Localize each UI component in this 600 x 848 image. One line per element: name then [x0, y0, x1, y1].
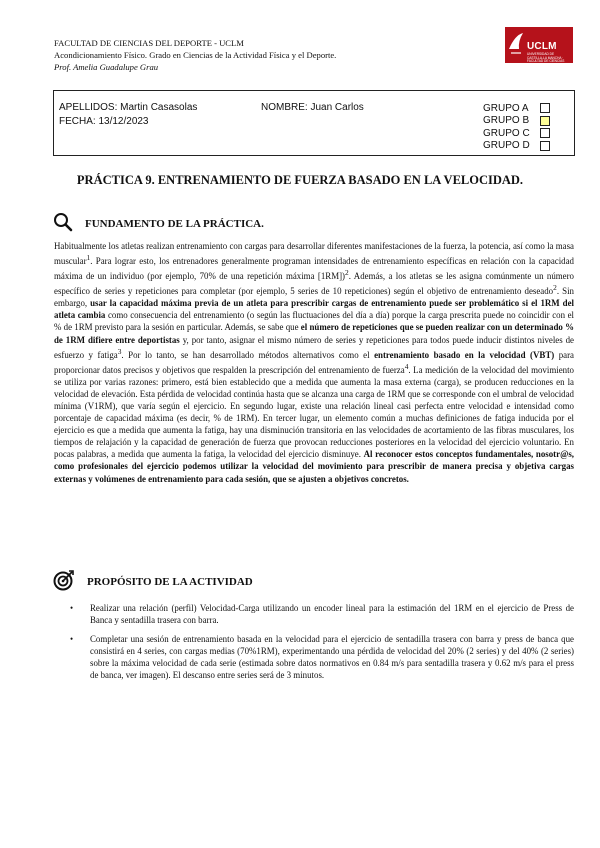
section-heading-text: FUNDAMENTO DE LA PRÁCTICA. [85, 217, 264, 230]
group-label: GRUPO A [483, 102, 529, 114]
list-item: • Realizar una relación (perfil) Velocidad-Carga utilizando un encoder lineal para la estimación del 1RM en el ejercicio de Press de Banca y sentadilla trasera con barra. [70, 602, 574, 627]
group-checkbox[interactable] [540, 128, 550, 138]
group-label: GRUPO C [483, 127, 530, 139]
text-run: . La medición de la velocidad del movimiento se utiliza por varias razones: primero, está bien establecido que a medida que aumenta la masa externa (carga), se producen reducciones en la velocidad de elevación. Esta pérdida de velocidad continúa hasta que se alcanza una carga de 1RM que se corresponde con el umbral de velocidad mínima (V1RM), que varía según el ejercicio. En segundo lugar, existe una relación lineal casi perfecta entre velocidad e intensidad como porcentaje de capacidad máxima (es decir, % de 1RM). En tercer lugar, un elemento común a muchas definiciones de fatiga inducida por el ejercicio es que a medida que aumenta la fatiga, hay una disminución transitoria en las velocidades de acortamiento de las fibras musculares, los tiempos de relajación y la capacidad de generación de fuerza que provocan reducciones posteriores en la velocidad del ejercicio voluntario. En pocas palabras, a medida que aumenta la fatiga, la velocidad del ejercicio disminuye. [54, 364, 574, 460]
student-info-box [53, 90, 575, 156]
text-run: Habitualmente los atletas realizan entrenamiento con cargas para desarrollar diferentes manifestaciones de la fuerza, la potencia, así como la masa muscular [54, 241, 574, 267]
group-checkbox[interactable] [540, 103, 550, 113]
faculty-name: FACULTAD DE CIENCIAS DEL DEPORTE - UCLM [54, 38, 244, 48]
group-selector [483, 102, 550, 152]
group-label: GRUPO B [483, 115, 530, 127]
bold-run: entrenamiento basado en la velocidad (VBT) [374, 349, 555, 360]
apellidos-field: APELLIDOS: Martin Casasolas [59, 102, 198, 113]
group-option-d[interactable] [483, 140, 550, 153]
bold-run: el número de repeticiones que se pueden realizar con un determinado % de 1RM difiere entre deportistas [54, 322, 574, 345]
footnote-ref: 3 [117, 346, 122, 356]
text-run: . Sin embargo, [54, 286, 574, 309]
page-title: PRÁCTICA 9. ENTRENAMIENTO DE FUERZA BASADO EN LA VELOCIDAD. [76, 173, 524, 187]
purpose-list [70, 602, 574, 688]
professor-name: Prof. Amelia Guadalupe Grau [54, 62, 159, 72]
text-run: . Por lo tanto, se han desarrollado métodos alternativos como el [121, 349, 375, 360]
nombre-field: NOMBRE: Juan Carlos [261, 102, 364, 113]
fecha-field: FECHA: 13/12/2023 [59, 116, 149, 127]
section-heading-text: PROPÓSITO DE LA ACTIVIDAD [87, 575, 253, 588]
footnote-ref: 2 [553, 283, 557, 293]
group-checkbox[interactable] [540, 141, 550, 151]
footnote-ref: 4 [404, 361, 409, 371]
uclm-emblem-icon [505, 27, 527, 63]
fundamento-body [54, 240, 574, 485]
section-heading-fundamento [53, 212, 264, 235]
footnote-ref: 2 [345, 268, 349, 278]
text-run: . Además, a los atletas se les asigna comúnmente un número específico de series y repeticiones para completar (por ejemplo, 5 series de 10 repeticiones) según el objetivo de entrenamiento deseado [54, 271, 574, 297]
bold-run: usar la capacidad máxima previa de un atleta para prescribir cargas de entrenamiento puede ser problemático si el 1RM del atleta cambia [54, 298, 574, 321]
group-option-a[interactable] [483, 102, 550, 115]
text-run: y, por tanto, asignar el mismo número de series y repeticiones para todos puede inducir distintos niveles de esfuerzo y fatiga [54, 334, 574, 360]
target-icon [53, 569, 75, 594]
text-run: . Para lograr esto, los entrenadores generalmente programan intensidades de entrenamiento específicas en relación con la capacidad máxima de un individuo (por ejemplo, 70% de una repetición máxima [1RM]) [54, 256, 574, 282]
section-heading-proposito [53, 569, 253, 594]
magnifier-icon [53, 212, 73, 235]
group-option-c[interactable] [483, 127, 550, 140]
footnote-ref: 1 [86, 253, 91, 263]
group-checkbox-selected[interactable] [540, 116, 550, 126]
group-label: GRUPO D [483, 140, 530, 152]
group-option-b[interactable] [483, 115, 550, 128]
text-run: para proporcionar datos precisos y objetivos que respalden la prescripción del entrenamiento de fuerza [54, 349, 574, 375]
degree-name: Acondicionamiento Físico. Grado en Ciencias de la Actividad Física y el Deporte. [54, 50, 337, 60]
uclm-logo [505, 27, 573, 67]
logo-subtext: UNIVERSIDAD DE CASTILLA-LA MANCHA · FACULTAD DE CIENCIAS DEL DEPORTE [527, 52, 565, 67]
document-header [54, 37, 336, 73]
list-item: • Completar una sesión de entrenamiento basada en la velocidad para el ejercicio de sentadilla trasera con barra y press de banca que consistirá en 4 series, con cargas medias (70%1RM), experimentando una pérdida de velocidad del 20% (2 series) y del 40% (2 series) sobre la máxima velocidad de cada serie (estimada sobre datos normativos en 0.84 m/s para sentadilla trasera y 0.62 m/s para el press de banca, ver imagen). El descanso entre series será de 3 minutos. [70, 633, 574, 682]
text-run: como consecuencia del entrenamiento (o según las fluctuaciones del día a día) porque la carga prescrita puede no coincidir con el % de 1RM previsto para la sesión en particular. Además, se sabe que [54, 310, 574, 333]
bold-run: Al reconocer estos conceptos fundamentales, nosotr@s, como profesionales del ejercicio podemos utilizar la velocidad del movimiento para prescribir de manera precisa y objetiva cargas externas y volúmenes de entrenamiento para cada sesión, que se ajusten a objetivos concretos. [54, 449, 574, 484]
logo-text: UCLM [527, 41, 557, 52]
